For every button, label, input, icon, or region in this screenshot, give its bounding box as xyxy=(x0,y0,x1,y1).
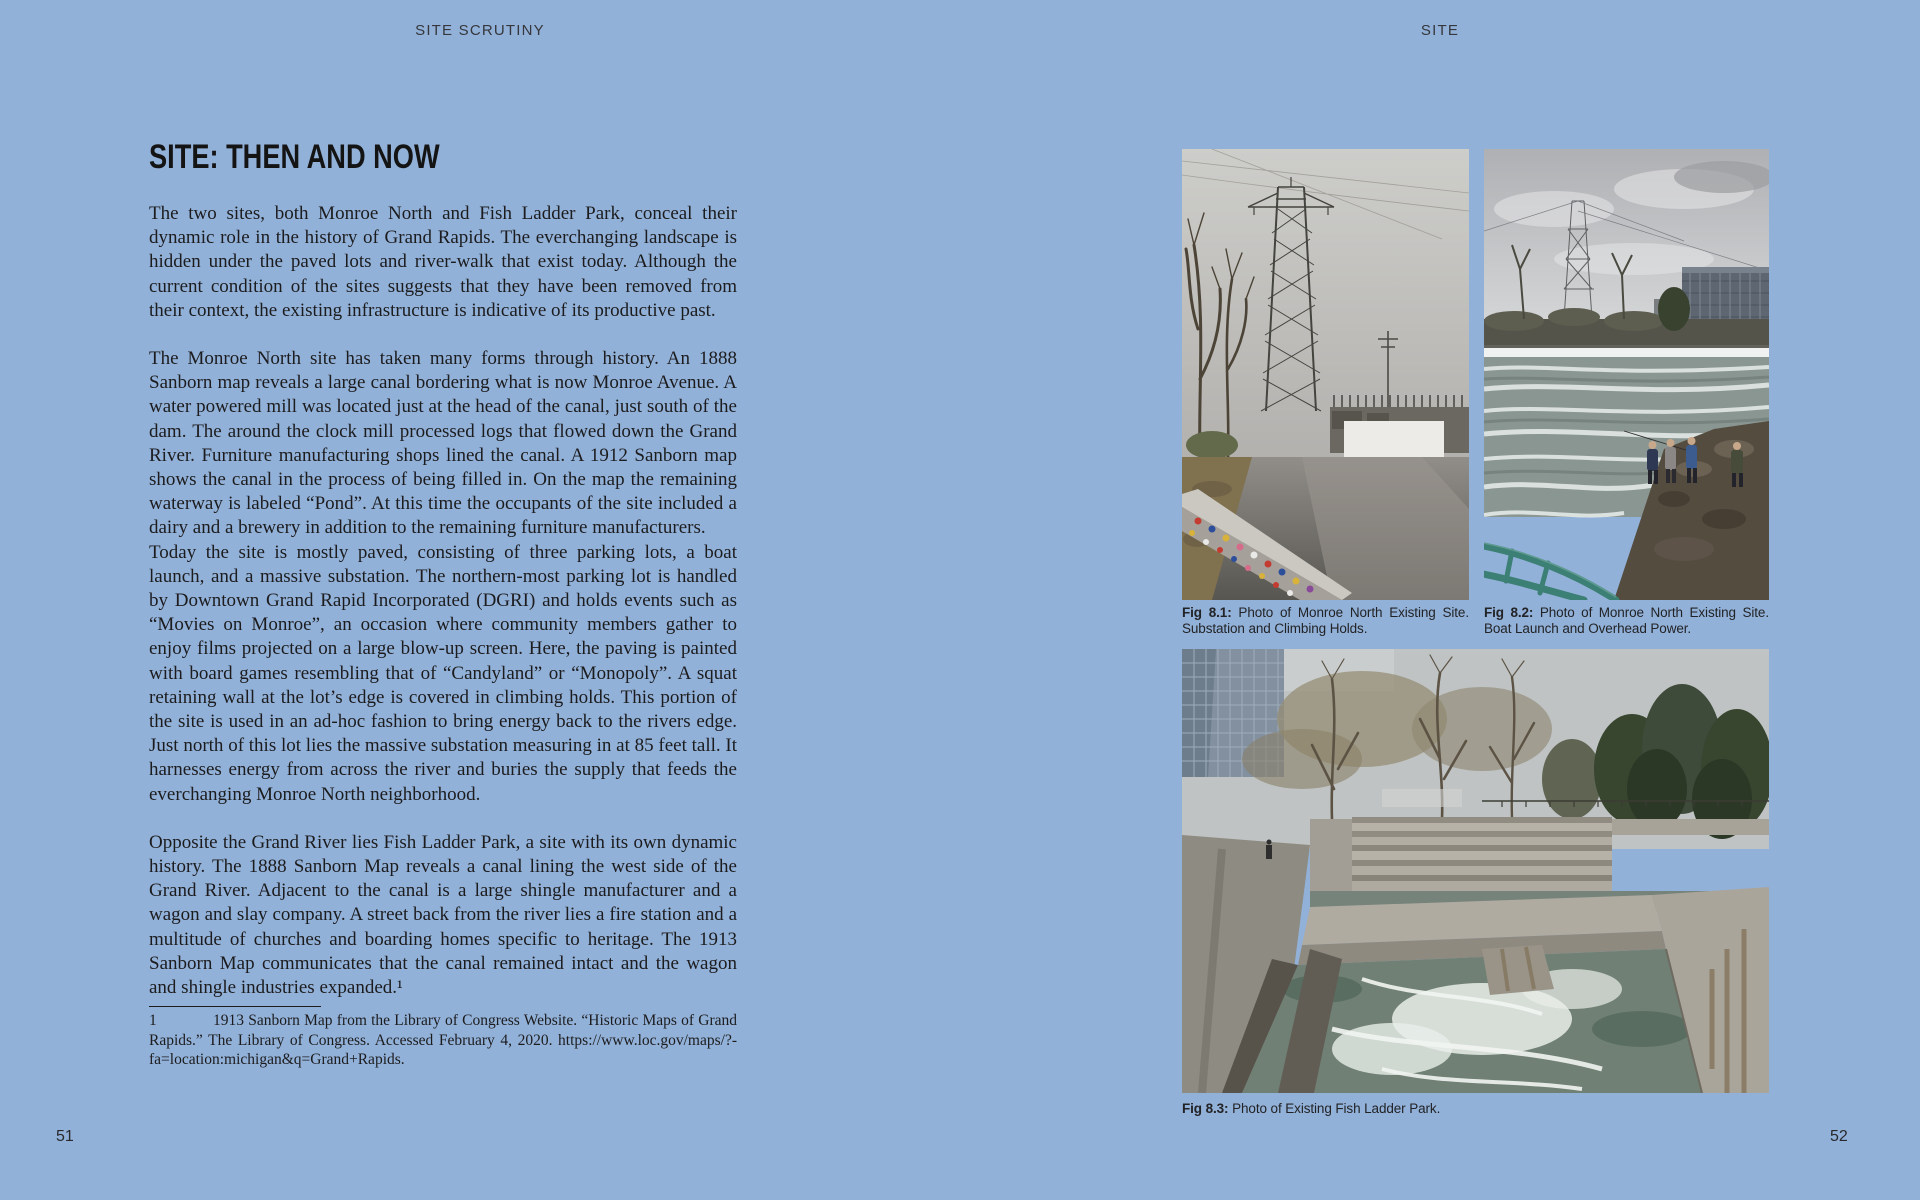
body-text-column xyxy=(149,138,737,1070)
fish-ladder-photo-illustration xyxy=(1182,649,1769,1093)
running-header-right: SITE xyxy=(1420,22,1460,39)
section-title: SITE: THEN AND NOW xyxy=(149,138,440,176)
paragraph-4: Opposite the Grand River lies Fish Ladder Park, a site with its own dynamic history. The 1888 Sanborn Map reveals a canal lining the west side of the Grand River. Adjacent to the canal is a large shingle manufacturer and a wagon and slay company. A street back from the river lies a fire station and a multitude of churches and boarding homes specific to heritage. The 1913 Sanborn Map communicates that the canal remained intact and the wagon and shingle industries expanded.¹ xyxy=(149,831,737,999)
figure-8-2-label: Fig 8.2: xyxy=(1484,605,1534,620)
footnote xyxy=(149,1011,737,1070)
paragraph-3: Today the site is mostly paved, consisting of three parking lots, a boat launch, and a massive substation. The northern-most parking lot is handled by Downtown Grand Rapid Incorporated (DGRI) and holds events such as “Movies on Monroe”, an occasion where community members gather to enjoy films projected on a large blow-up screen. Here, the paving is painted with board games resembling that of “Candyland” or “Monopoly”. A squat retaining wall at the lot’s edge is covered in climbing holds. This portion of the site is used in an ad-hoc fashion to bring energy back to the rivers edge. Just north of this lot lies the massive substation measuring in at 85 feet tall. It harnesses energy from across the river and buries the supply that feeds the everchanging Monroe North neighborhood. xyxy=(149,541,737,805)
boat-launch-photo-illustration xyxy=(1484,149,1769,600)
figure-8-3-caption xyxy=(1182,1101,1769,1117)
paragraph-1: The two sites, both Monroe North and Fish Ladder Park, conceal their dynamic role in the history of Grand Rapids. The everchanging landscape is hidden under the paved lots and river-walk that exist today. Although the current condition of the sites suggests that they have been removed from their context, the existing infrastructure is indicative of its productive past. xyxy=(149,203,737,321)
figure-8-2-caption-text: Photo of Monroe North Existing Site. Boat Launch and Overhead Power. xyxy=(1484,605,1769,636)
paragraph-2: The Monroe North site has taken many forms through history. An 1888 Sanborn map reveals a large canal bordering what is now Monroe Avenue. A water powered mill was located just at the head of the canal, just south of the dam. The around the clock mill processed logs that flowed down the Grand River. Furniture manufacturing shops lined the canal. A 1912 Sanborn map shows the canal in the process of being filled in. On the map the remaining waterway is labeled “Pond”. At this time the occupants of the site included a dairy and a brewery in addition to the remaining furniture manufacturers. xyxy=(149,348,737,539)
footnote-separator-rule xyxy=(149,1006,321,1007)
running-header-left: SITE SCRUTINY xyxy=(415,22,545,39)
figure-8-2-caption xyxy=(1484,605,1769,637)
figure-8-1-caption-text: Photo of Monroe North Existing Site. Substation and Climbing Holds. xyxy=(1182,605,1469,636)
figure-8-3-label: Fig 8.3: xyxy=(1182,1101,1229,1116)
page-number-left: 51 xyxy=(56,1128,74,1145)
figure-8-1-photo xyxy=(1182,149,1469,600)
figure-8-3-caption-text: Photo of Existing Fish Ladder Park. xyxy=(1228,1101,1441,1116)
page-number-right: 52 xyxy=(1830,1128,1848,1145)
footnote-text: 1913 Sanborn Map from the Library of Congress Website. “Historic Maps of Grand Rapids.” The Library of Congress. Accessed February 4, 2020. https://www.loc.gov/maps/?-fa=location:michigan&q=Grand+Rapids. xyxy=(149,1012,737,1069)
figure-8-1-caption xyxy=(1182,605,1469,637)
figure-8-3-photo xyxy=(1182,649,1769,1093)
figure-8-1-label: Fig 8.1: xyxy=(1182,605,1232,620)
figure-8-2-photo xyxy=(1484,149,1769,600)
footnote-marker: 1 xyxy=(149,1012,157,1030)
substation-photo-illustration xyxy=(1182,149,1469,600)
